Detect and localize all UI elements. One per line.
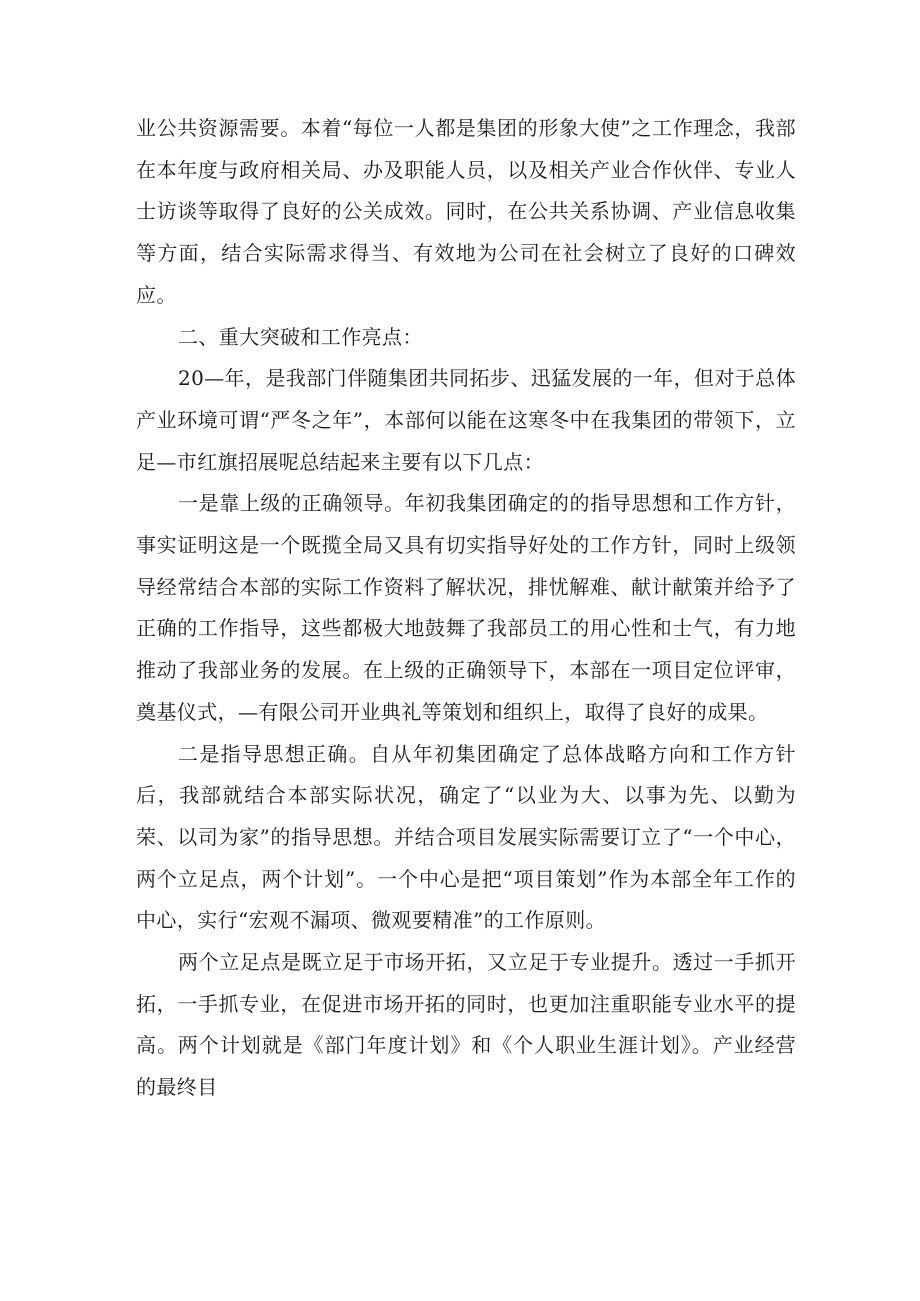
document-body bbox=[136, 108, 796, 1109]
section-heading-breakthroughs: 二、重大突破和工作亮点： bbox=[178, 324, 423, 349]
paragraph-guiding-thought: 二是指导思想正确。自从年初集团确定了总体战略方向和工作方针后，我部就结合本部实际状况，确定了“以业为大、以事为先、以勤为荣、以司为家”的指导思想。并结合项目发展实际需要订立了“一个中心，两个立足点，两个计划”。一个中心是把“项目策划”作为本部全年工作的中心，实行“宏观不漏项、微观要精准”的工作原则。 bbox=[136, 741, 796, 933]
paragraph-leadership: 一是靠上级的正确领导。年初我集团确定的的指导思想和工作方针，事实证明这是一个既揽全局又具有切实指导好处的工作方针，同时上级领导经常结合本部的实际工作资料了解状况，排忧解难、献计献策并给予了正确的工作指导，这些都极大地鼓舞了我部员工的用心性和士气，有力地推动了我部业务的发展。在上级的正确领导下，本部在一项目定位评审，奠基仪式，—有限公司开业典礼等策划和组织上，取得了良好的成果。 bbox=[136, 491, 796, 724]
paragraph-two-footholds: 两个立足点是既立足于市场开拓，又立足于专业提升。透过一手抓开拓，一手抓专业，在促进市场开拓的同时，也更加注重职能专业水平的提高。两个计划就是《部门年度计划》和《个人职业生涯计划》。产业经营的最终目 bbox=[136, 950, 796, 1100]
paragraph-resources: 业公共资源需要。本着“每位一人都是集团的形象大使”之工作理念，我部在本年度与政府相关局、办及职能人员，以及相关产业合作伙伴、专业人士访谈等取得了良好的公关成效。同时，在公共关系协调、产业信息收集等方面，结合实际需求得当、有效地为公司在社会树立了良好的口碑效应。 bbox=[136, 116, 796, 307]
paragraph-year-summary: 20—年，是我部门伴随集团共同拓步、迅猛发展的一年，但对于总体产业环境可谓“严冬之年”，本部何以能在这寒冬中在我集团的带领下，立足—市红旗招展呢总结起来主要有以下几点： bbox=[136, 366, 796, 474]
